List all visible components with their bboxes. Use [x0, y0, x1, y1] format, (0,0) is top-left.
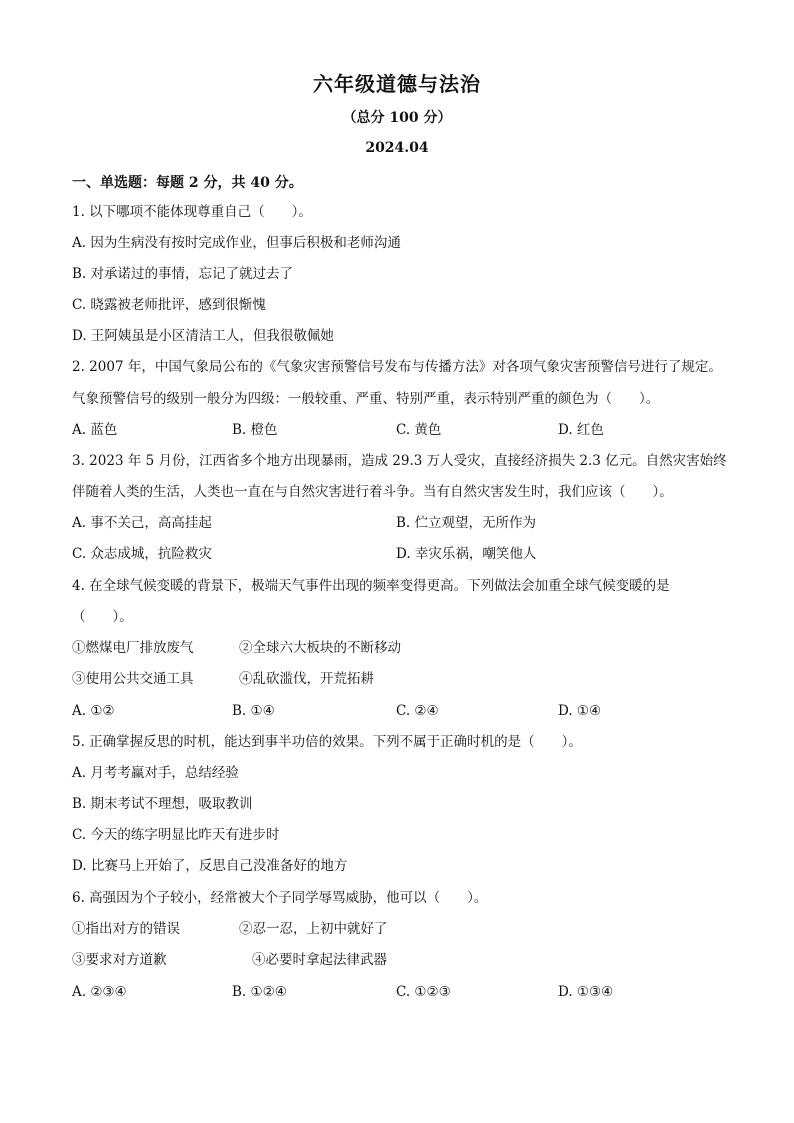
question-2-stem-line-1: 2. 2007 年，中国气象局公布的《气象灾害预警信号发布与传播方法》对各项气象灾害预警信号进行了规定。 — [72, 359, 722, 375]
q6-option-d: D. ①③④ — [558, 984, 614, 1000]
q6-item-2: ②忍一忍，上初中就好了 — [239, 921, 388, 937]
q4-item-1: ①燃煤电厂排放废气 — [72, 640, 194, 656]
q3-option-d: D. 幸灾乐祸，嘲笑他人 — [396, 546, 537, 562]
q4-option-b: B. ①④ — [232, 703, 275, 719]
question-3-stem-line-1: 3. 2023 年 5 月份，江西省多个地方出现暴雨，造成 29.3 万人受灾，直接经济损失 2.3 亿元。自然灾害始终 — [72, 453, 727, 469]
q3-option-b: B. 伫立观望，无所作为 — [396, 515, 537, 531]
question-4-stem-line-2: （ ）。 — [72, 609, 133, 625]
q6-item-1: ①指出对方的错误 — [72, 921, 180, 937]
question-5-stem: 5. 正确掌握反思的时机，能达到事半功倍的效果。下列不属于正确时机的是（ ）。 — [72, 734, 582, 750]
question-4-stem-line-1: 4. 在全球气候变暖的背景下，极端天气事件出现的频率变得更高。下列做法会加重全球气候变暖的是 — [72, 578, 670, 594]
q2-option-b: B. 橙色 — [232, 422, 278, 438]
q1-option-d: D. 王阿姨虽是小区清洁工人，但我很敬佩她 — [72, 328, 334, 344]
q2-option-a: A. 蓝色 — [72, 422, 118, 438]
question-6-stem: 6. 高强因为个子较小，经常被大个子同学辱骂威胁，他可以（ ）。 — [72, 890, 488, 906]
q4-option-a: A. ①② — [72, 703, 115, 719]
question-1-stem: 1. 以下哪项不能体现尊重自己（ ）。 — [72, 204, 312, 220]
q2-option-c: C. 黄色 — [396, 422, 442, 438]
total-score: （总分 100 分） — [342, 110, 452, 126]
q1-option-a: A. 因为生病没有按时完成作业，但事后积极和老师沟通 — [72, 235, 401, 251]
q6-item-3: ③要求对方道歉 — [72, 952, 167, 968]
page-title: 六年级道德与法治 — [313, 72, 481, 96]
q3-option-a: A. 事不关己，高高挂起 — [72, 515, 212, 531]
question-3-stem-line-2: 伴随着人类的生活，人类也一直在与自然灾害进行着斗争。当有自然灾害发生时，我们应该（ ）。 — [72, 484, 673, 500]
q6-item-4: ④必要时拿起法律武器 — [252, 952, 387, 968]
q4-option-d: D. ①④ — [558, 703, 602, 719]
q4-item-2: ②全球六大板块的不断移动 — [239, 640, 401, 656]
q4-item-3: ③使用公共交通工具 — [72, 671, 194, 687]
q4-option-c: C. ②④ — [396, 703, 439, 719]
q6-option-b: B. ①②④ — [232, 984, 287, 1000]
exam-date: 2024.04 — [365, 140, 429, 156]
q6-option-c: C. ①②③ — [396, 984, 451, 1000]
q2-option-d: D. 红色 — [558, 422, 604, 438]
q1-option-b: B. 对承诺过的事情，忘记了就过去了 — [72, 266, 294, 282]
question-2-stem-line-2: 气象预警信号的级别一般分为四级：一般较重、严重、特别严重，表示特别严重的颜色为（ ）。 — [72, 391, 660, 407]
q5-option-d: D. 比赛马上开始了，反思自己没准备好的地方 — [72, 858, 348, 874]
q5-option-b: B. 期末考试不理想，吸取教训 — [72, 796, 253, 812]
q6-option-a: A. ②③④ — [72, 984, 127, 1000]
q4-item-4: ④乱砍滥伐，开荒拓耕 — [239, 671, 374, 687]
q5-option-c: C. 今天的练字明显比昨天有进步时 — [72, 827, 280, 843]
q3-option-c: C. 众志成城，抗险救灾 — [72, 546, 212, 562]
q5-option-a: A. 月考考赢对手，总结经验 — [72, 765, 239, 781]
q1-option-c: C. 晓露被老师批评，感到很惭愧 — [72, 297, 266, 313]
section-heading: 一、单选题：每题 2 分，共 40 分。 — [72, 175, 303, 191]
